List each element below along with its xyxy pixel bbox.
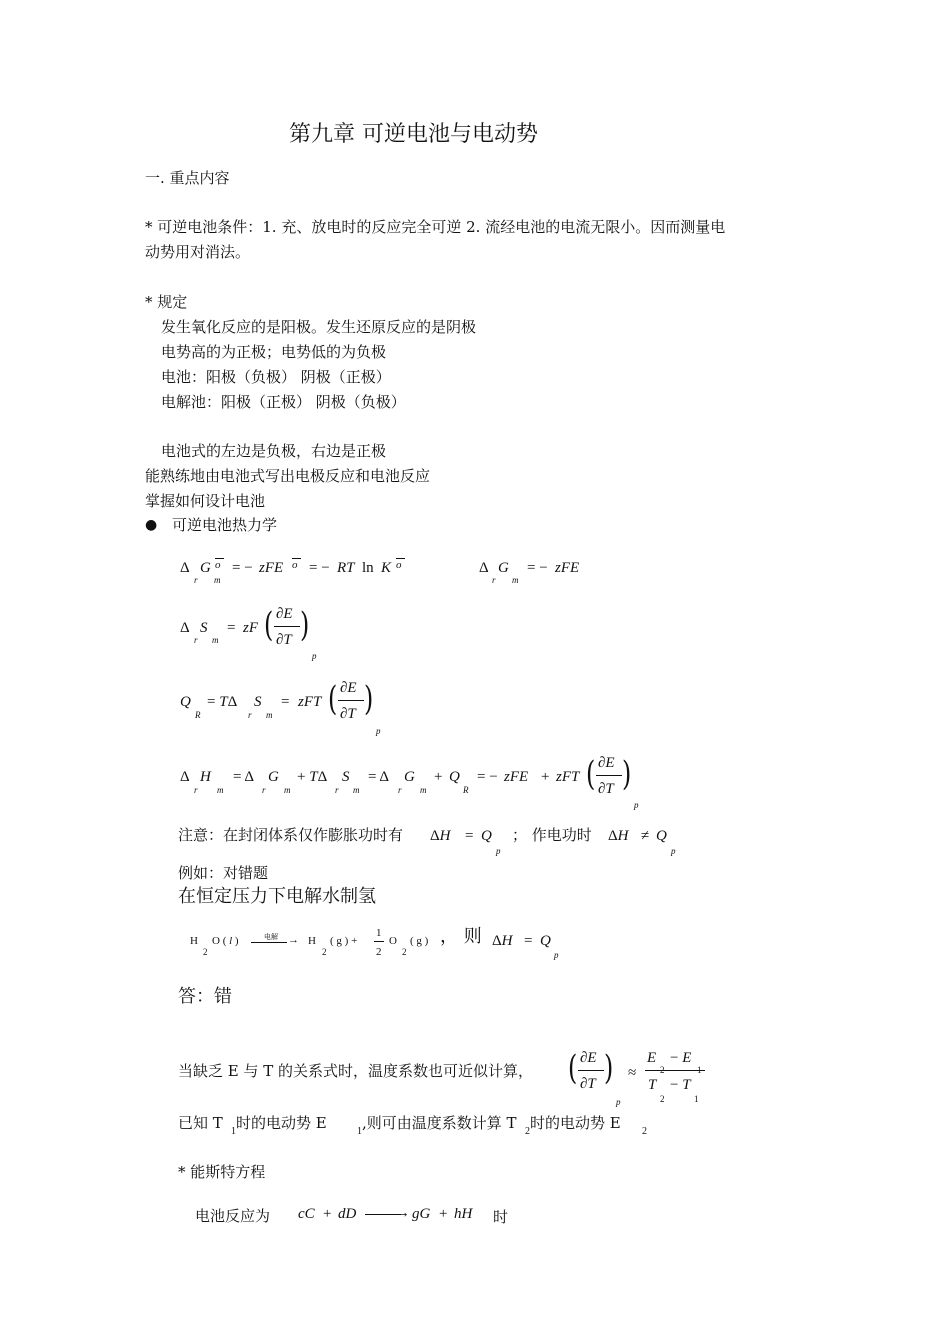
caution-tail: ； 作电功时 (512, 826, 592, 844)
rules-header: * 规定 (145, 293, 188, 311)
caution-text: 注意：在封闭体系仅作膨胀功时有 (178, 826, 404, 844)
rule-line: 电势高的为正极；电势低的为负极 (161, 343, 387, 361)
rule-line: 电池：阳极（负极） 阴极（正极） (161, 368, 391, 386)
cell-reaction-label: 电池反应为 (195, 1207, 271, 1225)
nernst-heading: * 能斯特方程 (178, 1163, 266, 1181)
when-text: 时 (493, 1208, 509, 1226)
bullet-icon: ● (145, 517, 158, 533)
approx-text: 当缺乏 E 与 T 的关系式时，温度系数也可近似计算， (178, 1062, 534, 1080)
page-title: 第九章 可逆电池与电动势 (289, 122, 538, 147)
thermo-heading: 可逆电池热力学 (172, 516, 278, 534)
rule-line: 电解池：阳极（正极） 阴极（负极） (161, 393, 406, 411)
condition-line-2: 动势用对消法。 (145, 243, 251, 261)
condition-line-1: * 可逆电池条件：1. 充、放电时的反应完全可逆 2. 流经电池的电流无限小。因而测量电 (145, 218, 726, 236)
cell-notation-line: 能熟练地由电池式写出电极反应和电池反应 (145, 467, 431, 485)
section-heading: 一. 重点内容 (145, 169, 230, 187)
example-statement: 在恒定压力下电解水制氢 (178, 886, 376, 907)
example-label: 例如：对错题 (178, 864, 269, 882)
answer-text: 答：错 (178, 986, 232, 1007)
cell-notation-line: 掌握如何设计电池 (145, 492, 266, 510)
cell-notation-line: 电池式的左边是负极，右边是正极 (161, 442, 387, 460)
rule-line: 发生氧化反应的是阳极。发生还原反应的是阴极 (161, 318, 477, 336)
then-text: ， 则 (440, 926, 482, 947)
